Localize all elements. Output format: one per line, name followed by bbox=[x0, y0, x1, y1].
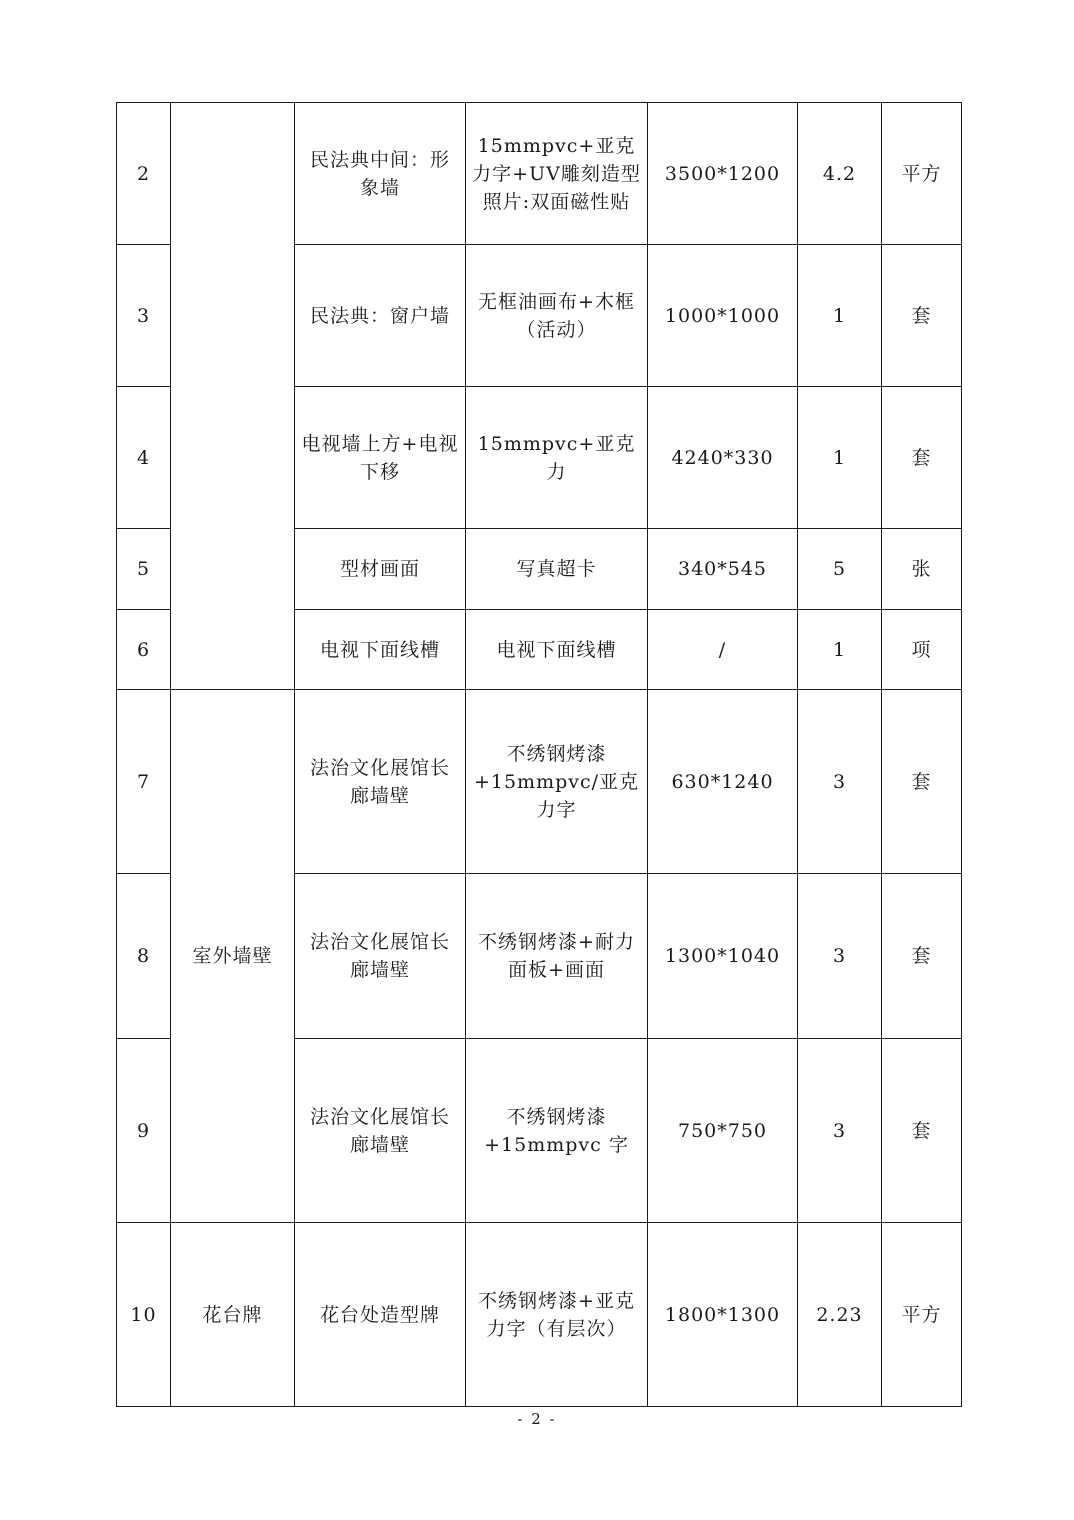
item-material: 电视下面线槽 bbox=[466, 610, 648, 690]
page-number: - 2 - bbox=[517, 1410, 557, 1428]
item-unit: 项 bbox=[882, 610, 962, 690]
item-unit: 平方 bbox=[882, 103, 962, 245]
item-name: 电视墙上方+电视下移 bbox=[295, 387, 466, 529]
item-material: 不绣钢烤漆+耐力面板+画面 bbox=[466, 874, 648, 1039]
item-name: 型材画面 bbox=[295, 529, 466, 610]
item-quantity: 1 bbox=[798, 245, 882, 387]
item-quantity: 4.2 bbox=[798, 103, 882, 245]
item-name: 法治文化展馆长廊墙壁 bbox=[295, 874, 466, 1039]
row-number: 7 bbox=[117, 690, 171, 874]
item-table bbox=[116, 102, 962, 1407]
item-size: 3500*1200 bbox=[648, 103, 798, 245]
row-number: 9 bbox=[117, 1039, 171, 1223]
row-number: 4 bbox=[117, 387, 171, 529]
item-material: 15mmpvc+亚克力 bbox=[466, 387, 648, 529]
item-unit: 套 bbox=[882, 874, 962, 1039]
item-quantity: 1 bbox=[798, 610, 882, 690]
item-material: 不绣钢烤漆+亚克力字（有层次） bbox=[466, 1223, 648, 1407]
area-cell-empty bbox=[171, 103, 295, 690]
row-number: 5 bbox=[117, 529, 171, 610]
item-unit: 张 bbox=[882, 529, 962, 610]
item-unit: 套 bbox=[882, 690, 962, 874]
item-material: 写真超卡 bbox=[466, 529, 648, 610]
item-unit: 套 bbox=[882, 1039, 962, 1223]
item-quantity: 3 bbox=[798, 874, 882, 1039]
row-number: 3 bbox=[117, 245, 171, 387]
item-name: 法治文化展馆长廊墙壁 bbox=[295, 1039, 466, 1223]
item-name: 花台处造型牌 bbox=[295, 1223, 466, 1407]
item-material: 不绣钢烤漆+15mmpvc/亚克力字 bbox=[466, 690, 648, 874]
item-size: 630*1240 bbox=[648, 690, 798, 874]
area-cell-flower-bed: 花台牌 bbox=[171, 1223, 295, 1407]
row-number: 6 bbox=[117, 610, 171, 690]
item-quantity: 2.23 bbox=[798, 1223, 882, 1407]
item-size: 1800*1300 bbox=[648, 1223, 798, 1407]
item-quantity: 3 bbox=[798, 690, 882, 874]
item-unit: 套 bbox=[882, 245, 962, 387]
item-material: 无框油画布+木框（活动） bbox=[466, 245, 648, 387]
item-quantity: 5 bbox=[798, 529, 882, 610]
item-name: 法治文化展馆长廊墙壁 bbox=[295, 690, 466, 874]
item-name: 民法典：窗户墙 bbox=[295, 245, 466, 387]
item-material: 15mmpvc+亚克力字+UV雕刻造型照片:双面磁性贴 bbox=[466, 103, 648, 245]
item-size: / bbox=[648, 610, 798, 690]
item-name: 民法典中间：形象墙 bbox=[295, 103, 466, 245]
item-quantity: 1 bbox=[798, 387, 882, 529]
item-size: 340*545 bbox=[648, 529, 798, 610]
table-row bbox=[117, 690, 962, 874]
item-size: 1000*1000 bbox=[648, 245, 798, 387]
item-unit: 套 bbox=[882, 387, 962, 529]
table-row bbox=[117, 1223, 962, 1407]
item-quantity: 3 bbox=[798, 1039, 882, 1223]
item-size: 1300*1040 bbox=[648, 874, 798, 1039]
area-cell-outdoor-wall: 室外墙壁 bbox=[171, 690, 295, 1223]
item-unit: 平方 bbox=[882, 1223, 962, 1407]
row-number: 10 bbox=[117, 1223, 171, 1407]
row-number: 8 bbox=[117, 874, 171, 1039]
item-size: 4240*330 bbox=[648, 387, 798, 529]
item-name: 电视下面线槽 bbox=[295, 610, 466, 690]
item-material: 不绣钢烤漆+15mmpvc 字 bbox=[466, 1039, 648, 1223]
item-size: 750*750 bbox=[648, 1039, 798, 1223]
row-number: 2 bbox=[117, 103, 171, 245]
table-row bbox=[117, 103, 962, 245]
